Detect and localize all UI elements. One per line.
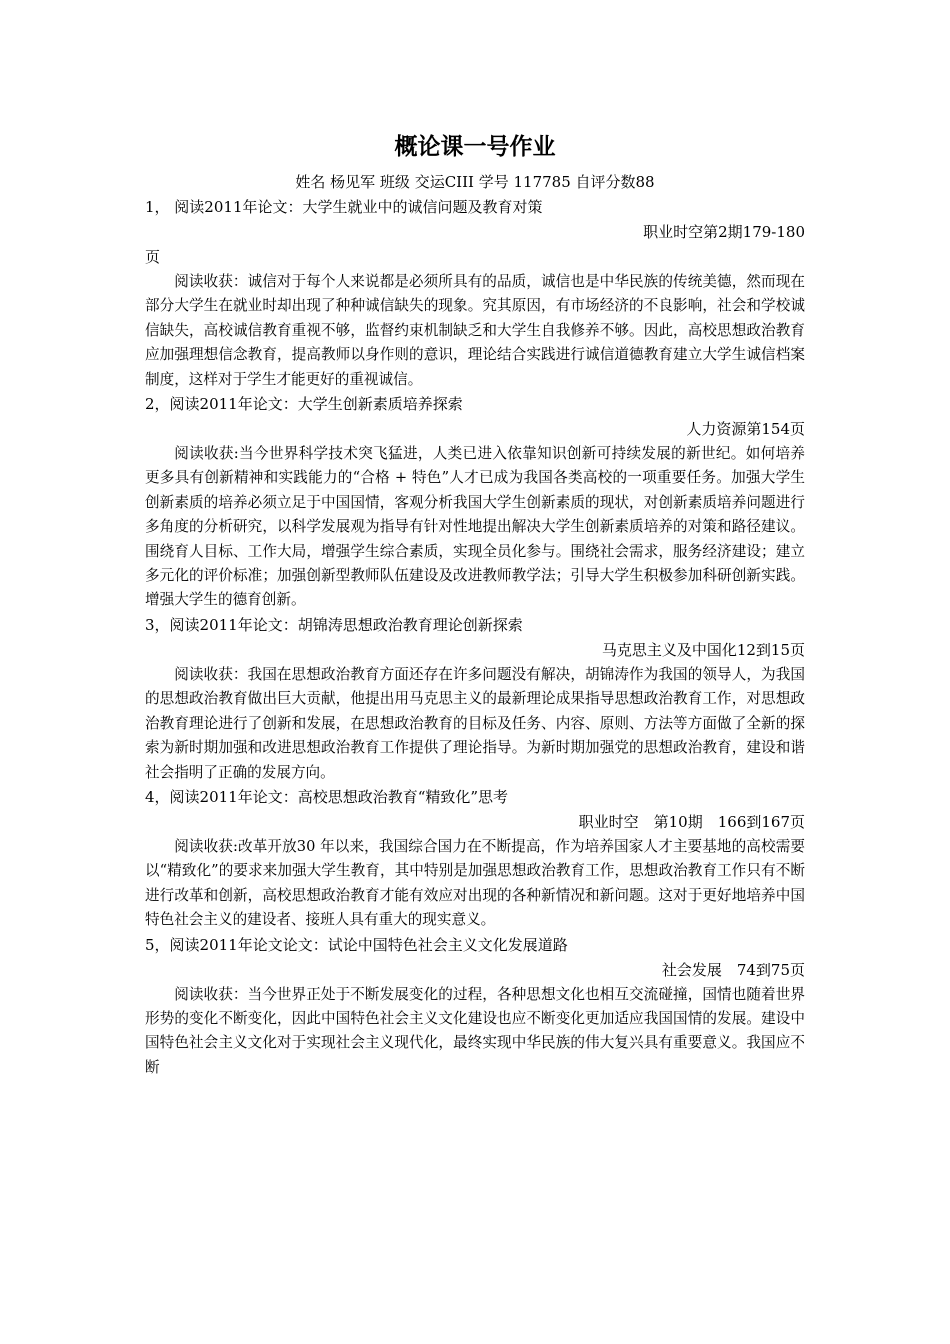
- reading-entry-4: [145, 785, 805, 933]
- entry-reading-notes: 阅读收获：当今世界正处于不断发展变化的过程，各种思想文化也相互交流碰撞，国情也随着世界形势的变化不断变化，因此中国特色社会主义文化建设也应不断变化更加适应我国国情的发展。建设中国特色社会主义文化对于实现社会主义现代化，最终实现中华民族的伟大复兴具有重要意义。我国应不断: [145, 985, 805, 1076]
- entry-source: 职业时空第2期179-180: [643, 223, 805, 241]
- entry-source: 职业时空 第10期 166到167页: [578, 812, 805, 831]
- entry-reading-notes: 阅读收获：诚信对于每个人来说都是必须所具有的品质，诚信也是中华民族的传统美德，然而现在部分大学生在就业时却出现了种种诚信缺失的现象。究其原因，有市场经济的不良影响，社会和学校诚信缺失，高校诚信教育重视不够，监督约束机制缺乏和大学生自我修养不够。因此，高校思想政治教育应加强理想信念教育，提高教师以身作则的意识，理论结合实践进行诚信道德教育建立大学生诚信档案制度，这样对于学生才能更好的重视诚信。: [145, 273, 805, 388]
- entry-reading-notes: 阅读收获:改革开放30 年以来，我国综合国力在不断提高，作为培养国家人才主要基地的高校需要以“精致化”的要求来加强大学生教育，其中特别是加强思想政治教育工作，思想政治教育工作只有不断进行改革和创新，高校思想政治教育才能有效应对出现的各种新情况和新问题。这对于更好地培养中国特色社会主义的建设者、接班人具有重大的现实意义。: [145, 837, 805, 929]
- entry-heading: 5，阅读2011年论文论文：试论中国特色社会主义文化发展道路: [145, 935, 568, 954]
- entry-source-tail: 页: [145, 248, 161, 266]
- entry-heading: 3，阅读2011年论文：胡锦涛思想政治教育理论创新探索: [145, 615, 523, 634]
- reading-entry-3: [145, 613, 805, 785]
- reading-entry-1: [145, 195, 805, 392]
- entry-source: 马克思主义及中国化12到15页: [601, 640, 805, 659]
- entry-reading-notes: 阅读收获：我国在思想政治教育方面还存在许多问题没有解决，胡锦涛作为我国的领导人，为我国的思想政治教育做出巨大贡献，他提出用马克思主义的最新理论成果指导思想政治教育工作，对思想政治教育理论进行了创新和发展，在思想政治教育的目标及任务、内容、原则、方法等方面做了全新的探索为新时期加强和改进思想政治教育工作提供了理论指导。为新时期加强党的思想政治教育，建设和谐社会指明了正确的发展方向。: [145, 665, 805, 781]
- document-title: 概论课一号作业: [394, 134, 556, 160]
- reading-entry-5: [145, 933, 805, 1105]
- entry-reading-notes: 阅读收获:当今世界科学技术突飞猛进，人类已进入依靠知识创新可持续发展的新世纪。如何培养更多具有创新精神和实践能力的“合格 + 特色”人才已成为我国各类高校的一项重要任务。加强大学生创新素质的培养必须立足于中国国情，客观分析我国大学生创新素质的现状，对创新素质培养问题进行多角度的分析研究，以科学发展观为指导有针对性地提出解决大学生创新素质培养的对策和路径建议。围绕育人目标、工作大局，增强学生综合素质，实现全员化参与。围绕社会需求，服务经济建设；建立多元化的评价标准；加强创新型教师队伍建设及改进教师教学法；引导大学生积极参加科研创新实践。增强大学生的德育创新。: [145, 445, 805, 609]
- entry-heading: 4，阅读2011年论文：高校思想政治教育“精致化”思考: [145, 787, 509, 806]
- entry-source: 社会发展 74到75页: [661, 960, 805, 979]
- entry-heading: 2，阅读2011年论文：大学生创新素质培养探索: [145, 395, 463, 414]
- reading-entry-2: [145, 392, 805, 613]
- entry-source: 人力资源第154页: [686, 420, 805, 439]
- document-page: [145, 130, 805, 1105]
- entry-heading: 1， 阅读2011年论文：大学生就业中的诚信问题及教育对策: [145, 198, 543, 216]
- student-info-line: 姓名 杨见军 班级 交运CIII 学号 117785 自评分数88: [295, 173, 655, 191]
